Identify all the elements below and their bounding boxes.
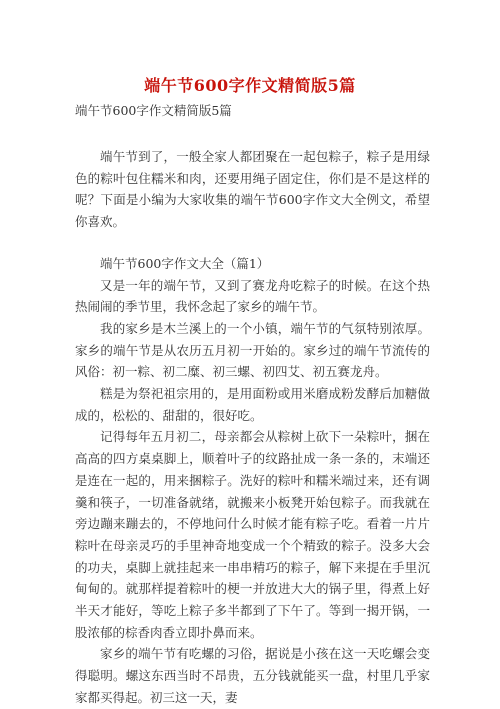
article-body (75, 146, 430, 709)
paragraph-intro: 端午节到了，一般全家人都团聚在一起包粽子，粽子是用绿色的粽叶包住糯米和肉，还要用绳子固定住，你们是不是这样的呢？下面是小编为大家收集的端午节600字作文大全例文，希望你喜欢。 (75, 149, 430, 230)
section-heading: 端午节600字作文大全（篇1） (100, 255, 270, 271)
article-subtitle: 端午节600字作文精简版5篇 (75, 103, 232, 118)
paragraph: 家乡的端午节有吃螺的习俗，据说是小孩在这一天吃螺会变得聪明。螺这东西当时不昂贵，五分钱就能买一盘，村里几乎家家都买得起。初三这一天，妻 (75, 646, 430, 705)
paragraph: 我的家乡是木兰溪上的一个小镇，端午节的气氛特别浓厚。家乡的端午节是从农历五月初一开始的。家乡过的端午节流传的风俗：初一粽、初二糜、初三螺、初四艾、初五赛龙舟。 (75, 320, 430, 380)
paragraph: 又是一年的端午节，又到了赛龙舟吃粽子的时候。在这个热热闹闹的季节里，我怀念起了家乡的端午节。 (75, 277, 430, 315)
article-title: 端午节600字作文精简版5篇 (144, 76, 356, 95)
paragraph: 记得每年五月初二，母亲都会从粽树上砍下一朵粽叶，捆在高高的四方桌桌脚上，顺着叶子的纹路扯成一条一条的，末端还是连在一起的，用来捆粽子。洗好的粽叶和糯米端过来，还有调羹和筷子，一切准备就绪，就搬来小板凳开始包粽子。而我就在旁边蹦来蹦去的，不停地问什么时候才能有粽子吃。看着一片片粽叶在母亲灵巧的手里神奇地变成一个个精致的粽子。没多大会的功夫，桌脚上就挂起来一串串精巧的粽子，解下来提在手里沉甸甸的。就那样提着粽叶的梗一并放进大大的锅子里，得煮上好半天才能好，等吃上粽子多半都到了下午了。等到一揭开锅，一股浓郁的棕香肉香立即扑鼻而来。 (75, 429, 430, 640)
paragraph: 糕是为祭祀祖宗用的，是用面粉或用米磨成粉发酵后加糖做成的，松松的、甜甜的，很好吃。 (75, 386, 430, 423)
